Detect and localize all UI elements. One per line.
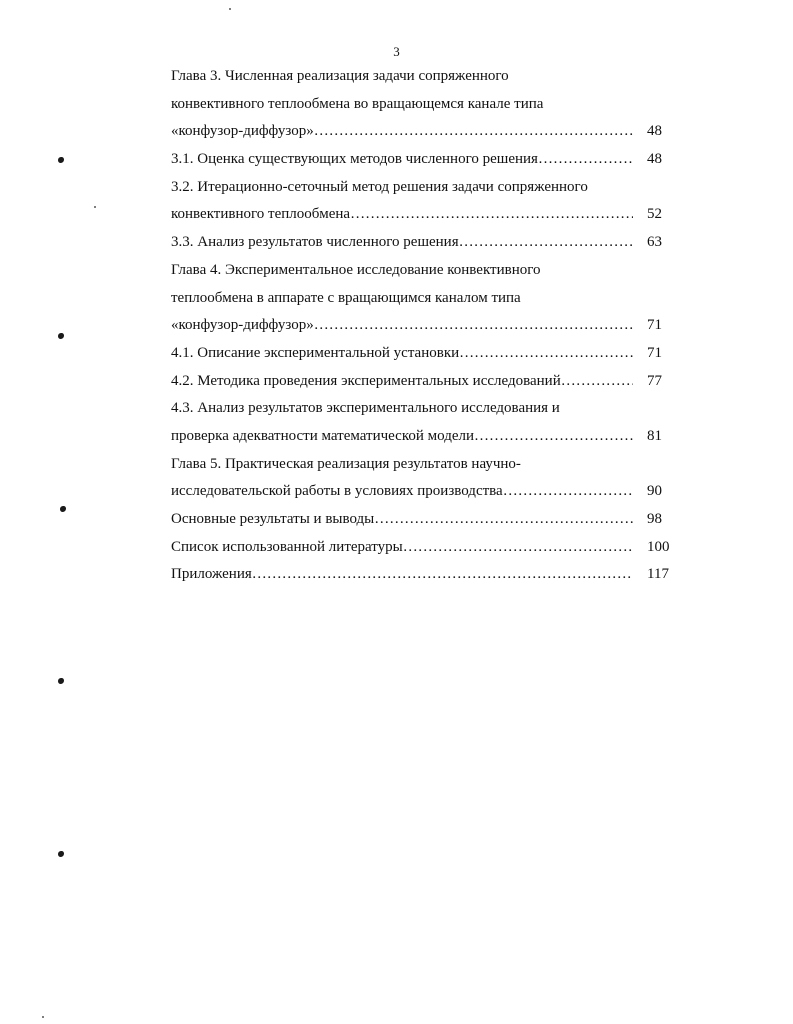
toc-line (171, 340, 671, 368)
toc-entry (171, 395, 671, 450)
toc-entry-title: Глава 4. Экспериментальное исследование конвективного (171, 261, 541, 278)
toc-entry-title: теплообмена в аппарате с вращающимся каналом типа (171, 289, 521, 306)
toc-entry (171, 229, 671, 257)
toc-line (171, 201, 671, 229)
toc-line (171, 174, 671, 202)
toc-line (171, 229, 671, 257)
scan-mark (60, 506, 66, 512)
toc-entry-title: Основные результаты и выводы …………………………………………………………………………………………………………………………………………………………………… (171, 506, 633, 534)
toc-entry-page: 71 (647, 344, 662, 361)
toc-entry-title: 4.3. Анализ результатов экспериментального исследования и (171, 400, 560, 417)
toc-line (171, 506, 671, 534)
toc-entry-title: конвективного теплообмена во вращающемся канале типа (171, 95, 544, 112)
toc-line (171, 561, 671, 589)
toc-entry-page: 98 (647, 511, 662, 527)
toc-entry-title: Приложения …………………………………………………………………………………………………………………………………………………………………… (171, 561, 633, 589)
toc-line (171, 312, 671, 340)
toc-entry-title: проверка адекватности математической модели …………………………………………………………………………………………………………………………………………………………………… (171, 423, 633, 451)
toc-entry-title: исследовательской работы в условиях производства …………………………………………………………………………………………………………………………………………………………………… (171, 478, 633, 506)
toc-entry (171, 506, 671, 534)
toc-entry-page: 117 (647, 566, 669, 583)
toc-entry-page: 71 (647, 317, 662, 334)
scan-mark (58, 157, 64, 163)
scan-mark (58, 333, 64, 339)
scan-speck (94, 206, 96, 208)
toc-entry (171, 63, 671, 146)
page-number: 3 (393, 44, 400, 59)
toc-line (171, 451, 671, 479)
toc-line (171, 257, 671, 285)
toc-entry-title: Глава 3. Численная реализация задачи сопряженного (171, 68, 509, 84)
toc-entry (171, 534, 671, 562)
toc-entry-title: Глава 5. Практическая реализация результатов научно- (171, 455, 521, 472)
toc-entry-title: Список использованной литературы …………………………………………………………………………………………………………………………………………………………………… (171, 534, 633, 562)
toc-line (171, 146, 671, 174)
toc-entry-title: 4.2. Методика проведения экспериментальных исследований …………………………………………………………………………………………………………………………………………………………………… (171, 368, 633, 396)
toc-entry-page: 52 (647, 206, 662, 223)
toc-entry-title: 4.1. Описание экспериментальной установки …………………………………………………………………………………………………………………………………………………………………… (171, 340, 633, 368)
toc-line (171, 395, 671, 423)
toc-entry-title: 3.1. Оценка существующих методов численного решения …………………………………………………………………………………………………………………………………………………………………… (171, 146, 633, 174)
toc-entry (171, 451, 671, 506)
toc-entry-page: 90 (647, 483, 662, 500)
toc-line (171, 285, 671, 313)
toc-entry (171, 561, 671, 589)
toc-entry (171, 257, 671, 340)
toc-entry (171, 368, 671, 396)
toc-entry (171, 146, 671, 174)
toc-line (171, 368, 671, 396)
toc-entry-title: конвективного теплообмена …………………………………………………………………………………………………………………………………………………………………… (171, 201, 633, 229)
scan-mark (58, 678, 64, 684)
scan-mark (58, 851, 64, 857)
toc-entry (171, 174, 671, 229)
toc-line (171, 91, 671, 119)
scan-speck (42, 1016, 44, 1018)
toc-entry-page: 48 (647, 151, 662, 168)
toc-line (171, 63, 671, 91)
toc-entry-page: 63 (647, 234, 662, 251)
toc-entry-page: 81 (647, 427, 662, 444)
toc-entry-title: 3.3. Анализ результатов численного решения …………………………………………………………………………………………………………………………………………………………………… (171, 229, 633, 257)
toc-line (171, 478, 671, 506)
toc-entry (171, 340, 671, 368)
toc-entry-page: 100 (647, 538, 670, 555)
scan-speck (229, 8, 231, 10)
toc-entry-page: 77 (647, 372, 662, 389)
table-of-contents (171, 63, 671, 589)
toc-line (171, 534, 671, 562)
toc-line (171, 118, 671, 146)
toc-line (171, 423, 671, 451)
toc-entry-title: 3.2. Итерационно-сеточный метод решения задачи сопряженного (171, 178, 588, 195)
toc-entry-title: «конфузор-диффузор» …………………………………………………………………………………………………………………………………………………………………… (171, 312, 633, 340)
toc-entry-title: «конфузор-диффузор» …………………………………………………………………………………………………………………………………………………………………… (171, 118, 633, 146)
toc-entry-page: 48 (647, 123, 662, 140)
